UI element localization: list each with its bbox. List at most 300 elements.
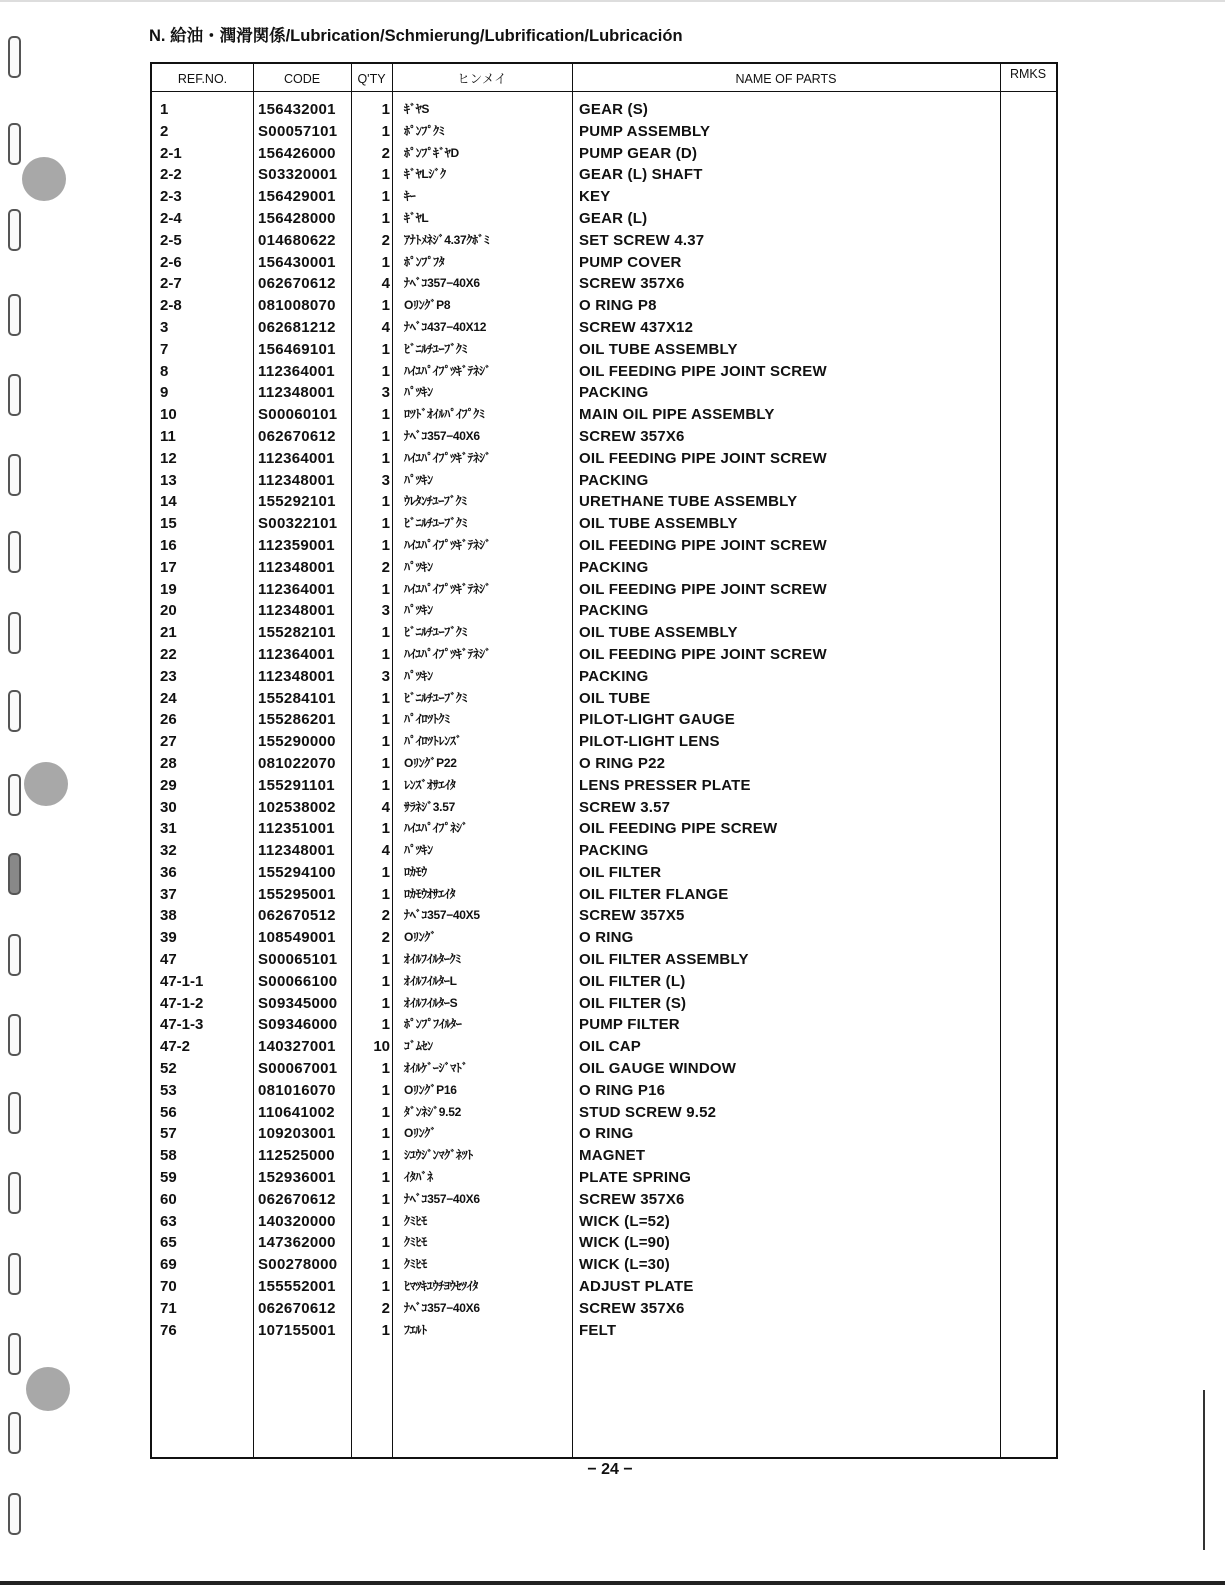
code-cell: 109203001 bbox=[258, 1125, 336, 1143]
binder-hole bbox=[8, 1493, 21, 1535]
ref-cell: 39 bbox=[160, 929, 177, 947]
parts-table bbox=[150, 62, 1058, 1459]
part-name-cell: PUMP ASSEMBLY bbox=[579, 122, 711, 140]
qty-cell: 1 bbox=[381, 645, 390, 663]
qty-cell: 1 bbox=[381, 1169, 390, 1187]
code-cell: 062670612 bbox=[258, 1190, 336, 1208]
part-name-cell: OIL FILTER (S) bbox=[579, 994, 687, 1012]
qty-cell: 1 bbox=[381, 733, 390, 751]
qty-cell: 1 bbox=[381, 951, 390, 969]
qty-cell: 2 bbox=[381, 1299, 390, 1317]
punch-hole bbox=[22, 157, 66, 201]
code-cell: S00057101 bbox=[258, 122, 338, 140]
table-row bbox=[152, 1232, 1056, 1254]
table-row bbox=[152, 99, 1056, 121]
qty-cell: 1 bbox=[381, 776, 390, 794]
kana-name-cell: ﾚﾝｽﾞｵｻｴｲﾀ bbox=[404, 777, 456, 792]
table-row bbox=[152, 775, 1056, 797]
qty-cell: 1 bbox=[381, 754, 390, 772]
binder-hole bbox=[8, 1092, 21, 1134]
kana-name-cell: ﾛﾂﾄﾞｵｲﾙﾊﾟｲﾌﾟｸﾐ bbox=[404, 407, 485, 422]
table-row bbox=[152, 230, 1056, 252]
code-cell: 062670612 bbox=[258, 1299, 336, 1317]
table-row bbox=[152, 666, 1056, 688]
part-name-cell: SCREW 3.57 bbox=[579, 798, 671, 816]
qty-cell: 2 bbox=[381, 558, 390, 576]
qty-cell: 1 bbox=[381, 1256, 390, 1274]
kana-name-cell: ﾊｲﾕﾊﾟｲﾌﾟﾂｷﾞﾃﾈｼﾞ bbox=[404, 450, 491, 465]
kana-name-cell: Oﾘﾝｸﾞ bbox=[404, 1126, 437, 1141]
kana-name-cell: ﾊｲﾕﾊﾟｲﾌﾟﾂｷﾞﾃﾈｼﾞ bbox=[404, 581, 491, 596]
ref-cell: 2-7 bbox=[160, 275, 182, 293]
ref-cell: 47-1-3 bbox=[160, 1016, 204, 1034]
binder-hole bbox=[8, 531, 21, 573]
code-cell: 155282101 bbox=[258, 624, 336, 642]
part-name-cell: O RING bbox=[579, 1125, 634, 1143]
ref-cell: 2-3 bbox=[160, 188, 182, 206]
qty-cell: 1 bbox=[381, 166, 390, 184]
ref-cell: 7 bbox=[160, 340, 169, 358]
ref-cell: 2 bbox=[160, 122, 169, 140]
part-name-cell: OIL FILTER FLANGE bbox=[579, 885, 729, 903]
ref-cell: 17 bbox=[160, 558, 177, 576]
kana-name-cell: ｸﾐﾋﾓ bbox=[404, 1213, 427, 1228]
kana-name-cell: ﾊｲﾕﾊﾟｲﾌﾟﾂｷﾞﾃﾈｼﾞ bbox=[404, 646, 491, 661]
kana-name-cell: ｵｲﾙﾌｲﾙﾀｰｸﾐ bbox=[404, 952, 462, 967]
table-row bbox=[152, 905, 1056, 927]
kana-name-cell: ｼﾕｳｼﾞﾝﾏｸﾞﾈﾂﾄ bbox=[404, 1148, 474, 1163]
code-cell: 155552001 bbox=[258, 1278, 336, 1296]
punch-hole bbox=[26, 1367, 70, 1411]
qty-cell: 1 bbox=[381, 1190, 390, 1208]
binder-hole bbox=[8, 853, 21, 895]
ref-cell: 31 bbox=[160, 820, 177, 838]
ref-cell: 2-8 bbox=[160, 297, 182, 315]
ref-cell: 28 bbox=[160, 754, 177, 772]
page-number: − 24 − bbox=[587, 1461, 633, 1478]
table-row bbox=[152, 1102, 1056, 1124]
part-name-cell: WICK (L=30) bbox=[579, 1256, 670, 1274]
part-name-cell: SCREW 357X6 bbox=[579, 427, 685, 445]
table-row bbox=[152, 426, 1056, 448]
code-cell: 062670512 bbox=[258, 907, 336, 925]
ref-cell: 47-2 bbox=[160, 1038, 191, 1056]
qty-cell: 1 bbox=[381, 1103, 390, 1121]
binder-hole bbox=[8, 294, 21, 336]
qty-cell: 1 bbox=[381, 449, 390, 467]
code-cell: S00322101 bbox=[258, 515, 338, 533]
qty-cell: 1 bbox=[381, 994, 390, 1012]
qty-cell: 1 bbox=[381, 1147, 390, 1165]
kana-name-cell: ﾊﾟﾂｷﾝ bbox=[404, 668, 433, 683]
table-row bbox=[152, 862, 1056, 884]
kana-name-cell: OﾘﾝｸﾞP8 bbox=[404, 298, 451, 313]
kana-name-cell: ﾊﾟﾂｷﾝ bbox=[404, 843, 433, 858]
ref-cell: 14 bbox=[160, 493, 177, 511]
page-edge bbox=[1203, 1390, 1205, 1550]
ref-cell: 65 bbox=[160, 1234, 177, 1252]
part-name-cell: SCREW 357X6 bbox=[579, 1299, 685, 1317]
table-row bbox=[152, 164, 1056, 186]
qty-cell: 3 bbox=[381, 602, 390, 620]
table-row bbox=[152, 1123, 1056, 1145]
qty-cell: 1 bbox=[381, 1234, 390, 1252]
kana-name-cell: OﾘﾝｸﾞP16 bbox=[404, 1082, 457, 1097]
kana-name-cell: ﾅﾍﾞｺ437−40X12 bbox=[404, 319, 487, 334]
code-cell: 062670612 bbox=[258, 275, 336, 293]
kana-name-cell: ｵｲﾙﾌｲﾙﾀｰL bbox=[404, 973, 457, 988]
ref-cell: 23 bbox=[160, 667, 177, 685]
code-cell: 155294100 bbox=[258, 863, 336, 881]
ref-cell: 32 bbox=[160, 842, 177, 860]
header-kana-name: ヒンメイ bbox=[457, 72, 507, 86]
part-name-cell: OIL FILTER bbox=[579, 863, 662, 881]
kana-name-cell: ﾊﾟｲﾛﾂﾄﾚﾝｽﾞ bbox=[404, 734, 462, 749]
part-name-cell: O RING P8 bbox=[579, 297, 657, 315]
ref-cell: 37 bbox=[160, 885, 177, 903]
binder-hole bbox=[8, 1412, 21, 1454]
table-row bbox=[152, 404, 1056, 426]
ref-cell: 69 bbox=[160, 1256, 177, 1274]
qty-cell: 1 bbox=[381, 493, 390, 511]
binder-hole bbox=[8, 690, 21, 732]
ref-cell: 76 bbox=[160, 1321, 177, 1339]
qty-cell: 1 bbox=[381, 101, 390, 118]
kana-name-cell: ﾎﾟﾝﾌﾟｸﾐ bbox=[404, 123, 445, 138]
code-cell: 112364001 bbox=[258, 449, 335, 467]
kana-name-cell: ﾛｶﾓｳ bbox=[404, 864, 427, 879]
part-name-cell: OIL FILTER ASSEMBLY bbox=[579, 951, 749, 969]
table-row bbox=[152, 1014, 1056, 1036]
part-name-cell: OIL TUBE ASSEMBLY bbox=[579, 340, 738, 358]
part-name-cell: SCREW 357X5 bbox=[579, 907, 685, 925]
qty-cell: 1 bbox=[381, 122, 390, 140]
table-row bbox=[152, 557, 1056, 579]
ref-cell: 59 bbox=[160, 1169, 177, 1187]
ref-cell: 56 bbox=[160, 1103, 177, 1121]
code-cell: 156430001 bbox=[258, 253, 336, 271]
part-name-cell: PLATE SPRING bbox=[579, 1169, 692, 1187]
binder-hole bbox=[8, 612, 21, 654]
qty-cell: 1 bbox=[381, 711, 390, 729]
code-cell: S00060101 bbox=[258, 406, 338, 424]
qty-cell: 1 bbox=[381, 297, 390, 315]
part-name-cell: PACKING bbox=[579, 558, 649, 576]
table-row bbox=[152, 535, 1056, 557]
code-cell: 081016070 bbox=[258, 1081, 336, 1099]
kana-name-cell: ﾋﾞﾆﾙﾁﾕｰﾌﾞｸﾐ bbox=[404, 690, 468, 705]
code-cell: 110641002 bbox=[258, 1103, 335, 1121]
code-cell: S09346000 bbox=[258, 1016, 338, 1034]
qty-cell: 3 bbox=[381, 384, 390, 402]
part-name-cell: WICK (L=90) bbox=[579, 1234, 670, 1252]
part-name-cell: SET SCREW 4.37 bbox=[579, 231, 705, 249]
qty-cell: 3 bbox=[381, 667, 390, 685]
code-cell: 152936001 bbox=[258, 1169, 336, 1187]
code-cell: 112364001 bbox=[258, 580, 335, 598]
kana-name-cell: ﾊﾟﾂｷﾝ bbox=[404, 559, 433, 574]
part-name-cell: PACKING bbox=[579, 471, 649, 489]
kana-name-cell: ﾊｲﾕﾊﾟｲﾌﾟﾂｷﾞﾃﾈｼﾞ bbox=[404, 537, 491, 552]
table-row bbox=[152, 186, 1056, 208]
table-row bbox=[152, 339, 1056, 361]
kana-name-cell: ﾅﾍﾞｺ357−40X5 bbox=[404, 908, 480, 923]
part-name-cell: PACKING bbox=[579, 602, 649, 620]
qty-cell: 1 bbox=[381, 972, 390, 990]
kana-name-cell: ﾛｶﾓｳｵｻｴｲﾀ bbox=[404, 886, 456, 901]
qty-cell: 1 bbox=[381, 1081, 390, 1099]
code-cell: 062670612 bbox=[258, 427, 336, 445]
kana-name-cell: ﾊﾟﾂｷﾝ bbox=[404, 603, 433, 618]
part-name-cell: O RING P22 bbox=[579, 754, 666, 772]
part-name-cell: PACKING bbox=[579, 842, 649, 860]
kana-name-cell: ﾊﾟｲﾛﾂﾄｸﾐ bbox=[404, 712, 450, 727]
part-name-cell: KEY bbox=[579, 188, 611, 206]
code-cell: 156426000 bbox=[258, 144, 336, 162]
table-row bbox=[152, 1320, 1056, 1342]
ref-cell: 24 bbox=[160, 689, 177, 707]
part-name-cell: MAGNET bbox=[579, 1147, 646, 1165]
ref-cell: 1 bbox=[160, 101, 169, 118]
code-cell: 102538002 bbox=[258, 798, 336, 816]
part-name-cell: LENS PRESSER PLATE bbox=[579, 776, 751, 794]
table-row bbox=[152, 1080, 1056, 1102]
ref-cell: 20 bbox=[160, 602, 177, 620]
table-row bbox=[152, 709, 1056, 731]
code-cell: 140320000 bbox=[258, 1212, 336, 1230]
kana-name-cell: ｱﾅﾄﾒﾈｼﾞ4.37ｸﾎﾞﾐ bbox=[404, 232, 490, 247]
part-name-cell: OIL FEEDING PIPE JOINT SCREW bbox=[579, 580, 827, 598]
kana-name-cell: ﾅﾍﾞｺ357−40X6 bbox=[404, 1300, 480, 1315]
part-name-cell: GEAR (L) bbox=[579, 209, 648, 227]
qty-cell: 1 bbox=[381, 1125, 390, 1143]
qty-cell: 1 bbox=[381, 1212, 390, 1230]
table-row bbox=[152, 1211, 1056, 1233]
page-title: N. 給油・潤滑関係/Lubrication/Schmierung/Lubrification/Lubricación bbox=[149, 27, 683, 45]
table-row bbox=[152, 1036, 1056, 1058]
ref-cell: 47-1-1 bbox=[160, 972, 204, 990]
qty-cell: 1 bbox=[381, 1060, 390, 1078]
page-bottom-edge bbox=[0, 1581, 1225, 1585]
code-cell: 112348001 bbox=[258, 384, 335, 402]
kana-name-cell: ﾊｲﾕﾊﾟｲﾌﾟﾂｷﾞﾃﾈｼﾞ bbox=[404, 363, 491, 378]
qty-cell: 2 bbox=[381, 144, 390, 162]
code-cell: 112348001 bbox=[258, 602, 335, 620]
kana-name-cell: ｷﾞﾔLｼﾞｸ bbox=[404, 167, 446, 182]
header-name-of-parts: NAME OF PARTS bbox=[735, 72, 837, 86]
table-row bbox=[152, 1276, 1056, 1298]
qty-cell: 1 bbox=[381, 427, 390, 445]
code-cell: 156469101 bbox=[258, 340, 336, 358]
code-cell: S00067001 bbox=[258, 1060, 338, 1078]
kana-name-cell: ﾅﾍﾞｺ357−40X6 bbox=[404, 276, 480, 291]
kana-name-cell: ｺﾞﾑｾﾝ bbox=[404, 1039, 433, 1054]
table-row bbox=[152, 448, 1056, 470]
code-cell: 147362000 bbox=[258, 1234, 336, 1252]
ref-cell: 27 bbox=[160, 733, 177, 751]
table-row bbox=[152, 949, 1056, 971]
kana-name-cell: Oﾘﾝｸﾞ bbox=[404, 930, 437, 945]
code-cell: 155284101 bbox=[258, 689, 336, 707]
ref-cell: 12 bbox=[160, 449, 177, 467]
kana-name-cell: ﾅﾍﾞｺ357−40X6 bbox=[404, 428, 480, 443]
part-name-cell: OIL FEEDING PIPE JOINT SCREW bbox=[579, 645, 827, 663]
qty-cell: 1 bbox=[381, 1016, 390, 1034]
ref-cell: 63 bbox=[160, 1212, 177, 1230]
part-name-cell: OIL TUBE ASSEMBLY bbox=[579, 624, 738, 642]
code-cell: 112348001 bbox=[258, 842, 335, 860]
part-name-cell: OIL CAP bbox=[579, 1038, 641, 1056]
part-name-cell: STUD SCREW 9.52 bbox=[579, 1103, 717, 1121]
table-row bbox=[152, 840, 1056, 862]
ref-cell: 15 bbox=[160, 515, 177, 533]
binder-hole bbox=[8, 1253, 21, 1295]
table-row bbox=[152, 600, 1056, 622]
ref-cell: 2-1 bbox=[160, 144, 182, 162]
qty-cell: 1 bbox=[381, 863, 390, 881]
ref-cell: 52 bbox=[160, 1060, 177, 1078]
qty-cell: 4 bbox=[381, 798, 390, 816]
table-row bbox=[152, 927, 1056, 949]
ref-cell: 60 bbox=[160, 1190, 177, 1208]
code-cell: S00066100 bbox=[258, 972, 338, 990]
table-row bbox=[152, 579, 1056, 601]
code-cell: 112525000 bbox=[258, 1147, 335, 1165]
kana-name-cell: ﾋﾞﾆﾙﾁﾕｰﾌﾞｸﾐ bbox=[404, 341, 468, 356]
table-row bbox=[152, 818, 1056, 840]
qty-cell: 1 bbox=[381, 253, 390, 271]
ref-cell: 57 bbox=[160, 1125, 177, 1143]
code-cell: 112348001 bbox=[258, 558, 335, 576]
ref-cell: 58 bbox=[160, 1147, 177, 1165]
punch-hole bbox=[24, 762, 68, 806]
ref-cell: 2-2 bbox=[160, 166, 182, 184]
qty-cell: 2 bbox=[381, 907, 390, 925]
qty-cell: 1 bbox=[381, 689, 390, 707]
code-cell: 062681212 bbox=[258, 318, 336, 336]
kana-name-cell: ｳﾚﾀﾝﾁﾕｰﾌﾞｸﾐ bbox=[404, 494, 468, 509]
part-name-cell: O RING bbox=[579, 929, 634, 947]
part-name-cell: PACKING bbox=[579, 384, 649, 402]
code-cell: S09345000 bbox=[258, 994, 338, 1012]
qty-cell: 1 bbox=[381, 536, 390, 554]
page-top-edge bbox=[0, 0, 1225, 2]
kana-name-cell: ｸﾐﾋﾓ bbox=[404, 1257, 427, 1272]
qty-cell: 4 bbox=[381, 318, 390, 336]
qty-cell: 1 bbox=[381, 1278, 390, 1296]
ref-cell: 36 bbox=[160, 863, 177, 881]
ref-cell: 3 bbox=[160, 318, 169, 336]
code-cell: 112364001 bbox=[258, 362, 335, 380]
code-cell: 112359001 bbox=[258, 536, 335, 554]
ref-cell: 70 bbox=[160, 1278, 177, 1296]
kana-name-cell: ｷﾞﾔS bbox=[404, 102, 430, 116]
part-name-cell: OIL FEEDING PIPE SCREW bbox=[579, 820, 778, 838]
code-cell: 156432001 bbox=[258, 101, 336, 118]
ref-cell: 9 bbox=[160, 384, 169, 402]
code-cell: 140327001 bbox=[258, 1038, 336, 1056]
ref-cell: 30 bbox=[160, 798, 177, 816]
qty-cell: 1 bbox=[381, 515, 390, 533]
binder-hole bbox=[8, 374, 21, 416]
part-name-cell: O RING P16 bbox=[579, 1081, 666, 1099]
binder-hole bbox=[8, 123, 21, 165]
table-row bbox=[152, 273, 1056, 295]
kana-name-cell: ｻﾗﾈｼﾞ3.57 bbox=[404, 799, 455, 814]
ref-cell: 11 bbox=[160, 427, 176, 445]
binder-hole bbox=[8, 774, 21, 816]
part-name-cell: ADJUST PLATE bbox=[579, 1278, 694, 1296]
part-name-cell: SCREW 437X12 bbox=[579, 318, 694, 336]
part-name-cell: PILOT-LIGHT LENS bbox=[579, 733, 720, 751]
table-row bbox=[152, 513, 1056, 535]
code-cell: 155295001 bbox=[258, 885, 336, 903]
table-row bbox=[152, 622, 1056, 644]
kana-name-cell: ﾀﾞﾝﾈｼﾞ9.52 bbox=[404, 1104, 461, 1119]
table-row bbox=[152, 688, 1056, 710]
header-remarks: RMKS bbox=[1009, 67, 1047, 81]
qty-cell: 1 bbox=[381, 340, 390, 358]
part-name-cell: OIL FILTER (L) bbox=[579, 972, 686, 990]
header-code: CODE bbox=[283, 72, 321, 86]
code-cell: 155292101 bbox=[258, 493, 336, 511]
table-row bbox=[152, 143, 1056, 165]
header-qty: Q'TY bbox=[357, 72, 386, 86]
code-cell: 107155001 bbox=[258, 1321, 336, 1339]
ref-cell: 19 bbox=[160, 580, 177, 598]
header-divider bbox=[152, 91, 1056, 92]
qty-cell: 2 bbox=[381, 929, 390, 947]
kana-name-cell: ｵｲﾙｹﾞｰｼﾞﾏﾄﾞ bbox=[404, 1061, 468, 1076]
ref-cell: 8 bbox=[160, 362, 169, 380]
kana-name-cell: ﾎﾟﾝﾌﾟﾌｲﾙﾀｰ bbox=[404, 1017, 462, 1032]
table-row bbox=[152, 295, 1056, 317]
part-name-cell: OIL FEEDING PIPE JOINT SCREW bbox=[579, 449, 827, 467]
qty-cell: 3 bbox=[381, 471, 390, 489]
kana-name-cell: ｷｰ bbox=[404, 189, 416, 204]
code-cell: S00278000 bbox=[258, 1256, 338, 1274]
code-cell: 081008070 bbox=[258, 297, 336, 315]
qty-cell: 4 bbox=[381, 842, 390, 860]
part-name-cell: OIL FEEDING PIPE JOINT SCREW bbox=[579, 536, 827, 554]
ref-cell: 16 bbox=[160, 536, 177, 554]
ref-cell: 38 bbox=[160, 907, 177, 925]
ref-cell: 29 bbox=[160, 776, 177, 794]
qty-cell: 4 bbox=[381, 275, 390, 293]
code-cell: 081022070 bbox=[258, 754, 336, 772]
part-name-cell: OIL GAUGE WINDOW bbox=[579, 1060, 737, 1078]
code-cell: 156429001 bbox=[258, 188, 336, 206]
part-name-cell: SCREW 357X6 bbox=[579, 1190, 685, 1208]
code-cell: S03320001 bbox=[258, 166, 338, 184]
table-row bbox=[152, 317, 1056, 339]
ref-cell: 71 bbox=[160, 1299, 177, 1317]
table-row bbox=[152, 1254, 1056, 1276]
ref-cell: 53 bbox=[160, 1081, 177, 1099]
kana-name-cell: ﾌｴﾙﾄ bbox=[404, 1322, 427, 1337]
binder-hole bbox=[8, 1014, 21, 1056]
table-row bbox=[152, 1058, 1056, 1080]
qty-cell: 1 bbox=[381, 885, 390, 903]
table-row bbox=[152, 731, 1056, 753]
ref-cell: 22 bbox=[160, 645, 177, 663]
binder-hole bbox=[8, 36, 21, 78]
code-cell: 155291101 bbox=[258, 776, 335, 794]
code-cell: 014680622 bbox=[258, 231, 336, 249]
table-row bbox=[152, 121, 1056, 143]
binder-hole bbox=[8, 454, 21, 496]
table-row bbox=[152, 971, 1056, 993]
